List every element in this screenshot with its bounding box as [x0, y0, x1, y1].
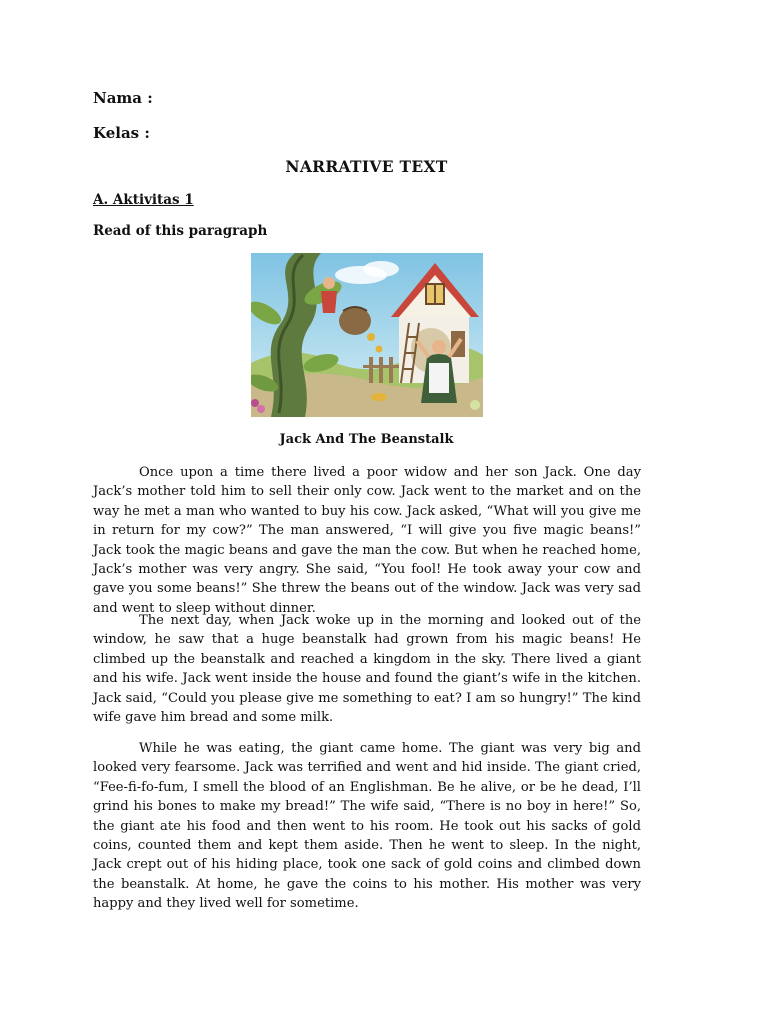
story-title: Jack And The Beanstalk [279, 432, 454, 447]
page-title: NARRATIVE TEXT [285, 157, 448, 176]
story-paragraph-text: The next day, when Jack woke up in the morning and looked out of the window, he saw that a huge beanstalk had grown from his magic beans! He climbed up the beanstalk and reached a kingdom in the sky. There lived a giant and his wife. Jack went inside the house and found the giant’s wife in the kitchen. Jack said, “Could you please give me something to eat? I am so hungry!” The kind wife gave him bread and some milk. [93, 613, 641, 726]
section-heading: A. Aktivitas 1 [93, 192, 194, 208]
story-paragraph-text: While he was eating, the giant came home. The giant was very big and looked very fearsome. Jack was terrified and went and hid inside. The giant cried, “Fee-fi-fo-fum, I smell the blood of an Englishman. Be he alive, or be he dead, I’ll grind his bones to make my bread!” The wife said, “There is no boy in here!” So, the giant ate his food and then went to his room. He took out his sacks of gold coins, counted them and kept them aside. Then he went to sleep. In the night, Jack crept out of his hiding place, took one sack of gold coins and climbed down the beanstalk. At home, he gave the coins to his mother. His mother was very happy and they lived well for sometime. [93, 741, 641, 912]
story-paragraph-text: Once upon a time there lived a poor widow and her son Jack. One day Jack’s mother told him to sell their only cow. Jack went to the market and on the way he met a man who wanted to buy his cow. Jack asked, “What will you give me in return for my cow?” The man answered, “I will give you five magic beans!” Jack took the magic beans and gave the man the cow. But when he reached home, Jack’s mother was very angry. She said, “You fool! He took away your cow and gave you some beans!” She threw the beans out of the window. Jack was very sad and went to sleep without dinner. [93, 465, 641, 616]
instruction-text: Read of this paragraph [93, 223, 268, 239]
story-paragraph-2 [93, 611, 641, 727]
nama-label: Nama : [93, 89, 153, 107]
beanstalk-illustration [251, 253, 483, 417]
kelas-label: Kelas : [93, 124, 150, 142]
story-paragraph-3 [93, 739, 641, 914]
story-paragraph-1 [93, 463, 641, 618]
